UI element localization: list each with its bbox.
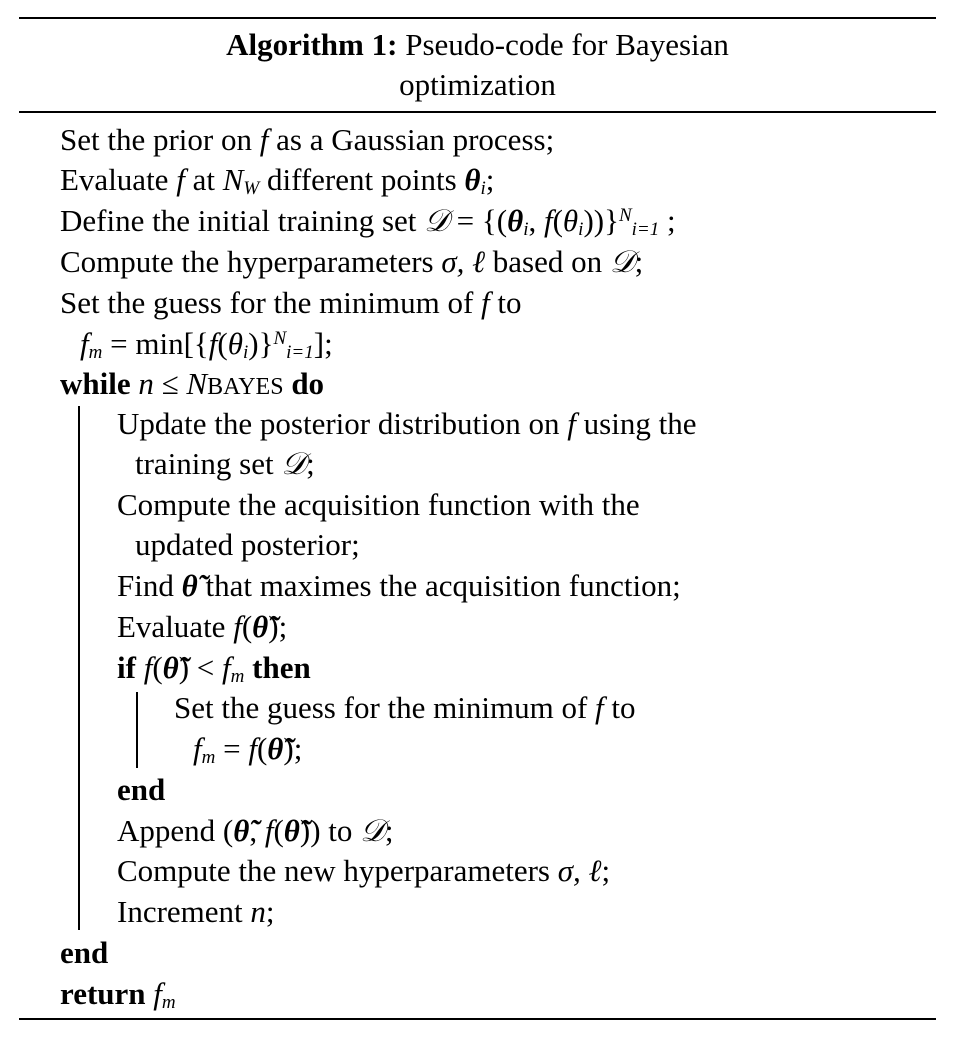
line-segment: f <box>567 406 576 441</box>
line-segment: based on <box>485 244 610 279</box>
algorithm-line <box>117 568 681 604</box>
line-segment: ; <box>659 203 676 238</box>
line-segment: Find <box>117 568 182 603</box>
line-segment: ; <box>485 162 495 197</box>
title-rule <box>19 111 936 113</box>
algorithm-line <box>193 731 302 767</box>
line-segment: θ̃ <box>267 731 284 766</box>
line-segment: Update the posterior distribution on <box>117 406 568 441</box>
line-segment: )) to <box>299 813 361 848</box>
line-segment: f <box>543 203 553 238</box>
line-segment: i=1 <box>631 219 660 240</box>
line-segment: ; <box>265 894 275 929</box>
line-segment: i=1 <box>286 342 314 363</box>
line-segment: ; <box>306 446 315 481</box>
line-segment: Set the guess for the minimum of <box>60 285 482 320</box>
line-segment: ( <box>273 813 284 848</box>
algorithm-label: Algorithm 1: <box>226 27 398 62</box>
line-segment: m <box>88 342 103 363</box>
algorithm-line <box>135 527 360 563</box>
line-segment: different points <box>259 162 465 197</box>
line-segment: f <box>259 122 269 157</box>
line-segment: m <box>161 992 176 1013</box>
line-segment: ( <box>217 326 228 361</box>
algorithm-line <box>117 487 640 523</box>
line-segment: ; <box>384 813 394 848</box>
line-segment: do <box>283 366 325 401</box>
algorithm-line <box>174 690 636 726</box>
line-segment: = <box>215 731 249 766</box>
algorithm-line <box>60 122 554 158</box>
line-segment: f <box>176 162 185 197</box>
line-segment: θ <box>562 203 579 238</box>
line-segment: n <box>138 366 154 401</box>
line-segment: θ <box>507 203 524 238</box>
algorithm-line <box>117 406 696 442</box>
line-segment: σ, ℓ <box>441 244 486 279</box>
line-segment: using the <box>575 406 697 441</box>
line-segment: ); <box>283 731 303 766</box>
line-segment: 𝒟 <box>424 203 449 238</box>
line-segment: if <box>117 650 144 685</box>
algorithm-line <box>60 366 324 405</box>
line-segment: 𝒟 <box>360 813 385 848</box>
algorithm-line <box>117 650 311 686</box>
algorithm-line <box>60 285 522 321</box>
top-rule <box>19 17 936 19</box>
line-segment: Append ( <box>117 813 234 848</box>
line-segment: Define the initial training set <box>60 203 425 238</box>
line-segment: N <box>273 328 287 349</box>
while-block-bar <box>78 406 80 930</box>
line-segment: ]; <box>313 326 333 361</box>
line-segment: end <box>117 772 166 807</box>
line-segment: f <box>143 650 153 685</box>
line-segment: W <box>243 178 260 199</box>
line-segment: N <box>186 366 208 401</box>
line-segment: f <box>248 731 257 766</box>
line-segment: = min[{ <box>102 326 209 361</box>
algorithm-line <box>117 853 610 889</box>
line-segment: Set the prior on <box>60 122 260 157</box>
line-segment: ))} <box>583 203 619 238</box>
line-segment: updated posterior; <box>135 527 360 562</box>
line-segment: m <box>201 747 216 768</box>
line-segment: return <box>60 976 154 1011</box>
algorithm-line <box>117 609 287 645</box>
line-segment: to <box>603 690 636 725</box>
line-segment: , <box>528 203 544 238</box>
line-segment: Evaluate <box>117 609 234 644</box>
algorithm-title-text-1: Pseudo-code for Bayesian <box>405 27 729 62</box>
line-segment: as a Gaussian process; <box>268 122 555 157</box>
line-segment: ≤ <box>153 366 187 401</box>
line-segment: Compute the new hyperparameters <box>117 853 558 888</box>
line-segment: f <box>264 813 274 848</box>
line-segment: ( <box>256 731 268 766</box>
line-segment: θ̃ <box>162 650 179 685</box>
bottom-rule <box>19 1018 936 1020</box>
line-segment: f <box>481 285 490 320</box>
line-segment: )} <box>248 326 274 361</box>
line-segment: then <box>244 650 311 685</box>
line-segment: Compute the hyperparameters <box>60 244 442 279</box>
algorithm-line <box>60 203 676 239</box>
line-segment: N <box>222 162 244 197</box>
line-segment: f <box>208 326 218 361</box>
algorithm-line <box>117 894 275 930</box>
line-segment: n <box>250 894 266 929</box>
line-segment: ( <box>152 650 163 685</box>
line-segment: Increment <box>117 894 251 929</box>
algorithm-line <box>80 326 333 362</box>
line-segment: that maximes the acquisition function; <box>197 568 681 603</box>
line-segment: 𝒟 <box>609 244 635 279</box>
algorithm-line <box>60 976 176 1012</box>
line-segment: f <box>595 690 604 725</box>
line-segment: θ̃ <box>181 568 198 603</box>
line-segment: i <box>523 219 529 240</box>
line-segment: , <box>249 813 265 848</box>
line-segment: while <box>60 366 139 401</box>
line-segment: BAYES <box>207 374 284 400</box>
line-segment: i <box>242 342 249 363</box>
algorithm-title-text-2: optimization <box>399 67 556 102</box>
line-segment: f <box>193 731 202 766</box>
line-segment: ; <box>634 244 644 279</box>
line-segment: i <box>578 219 584 240</box>
line-segment: 𝒟 <box>281 446 307 481</box>
algorithm-line <box>60 162 494 198</box>
line-segment: σ, ℓ <box>557 853 602 888</box>
line-segment: = {( <box>448 203 508 238</box>
line-segment: m <box>230 666 245 687</box>
line-segment: Set the guess for the minimum of <box>174 690 596 725</box>
line-segment: ( <box>241 609 253 644</box>
if-block-bar <box>136 692 138 768</box>
line-segment: N <box>618 205 632 226</box>
line-segment: ); <box>268 609 288 644</box>
algorithm-title-line2 <box>19 65 936 105</box>
line-segment: f <box>80 326 89 361</box>
line-segment: i <box>480 178 486 199</box>
line-segment: θ <box>227 326 243 361</box>
algorithm-line <box>60 244 643 280</box>
line-segment: ( <box>552 203 563 238</box>
line-segment: f <box>153 976 162 1011</box>
line-segment: at <box>184 162 223 197</box>
line-segment: θ̃ <box>283 813 300 848</box>
line-segment: θ̃ <box>233 813 250 848</box>
algorithm-line <box>60 935 108 971</box>
line-segment: θ <box>464 162 481 197</box>
line-segment: θ̃ <box>252 609 269 644</box>
algorithm-line <box>117 813 394 849</box>
line-segment: ; <box>601 853 611 888</box>
algorithm-title <box>19 25 936 65</box>
algorithm-line <box>117 772 165 808</box>
line-segment: training set <box>135 446 282 481</box>
line-segment: f <box>233 609 242 644</box>
line-segment: ) < <box>178 650 223 685</box>
line-segment: Compute the acquisition function with the <box>117 487 640 522</box>
line-segment: to <box>489 285 522 320</box>
line-segment: end <box>60 935 109 970</box>
line-segment: f <box>222 650 231 685</box>
algorithm-line <box>135 446 315 482</box>
line-segment: Evaluate <box>60 162 177 197</box>
